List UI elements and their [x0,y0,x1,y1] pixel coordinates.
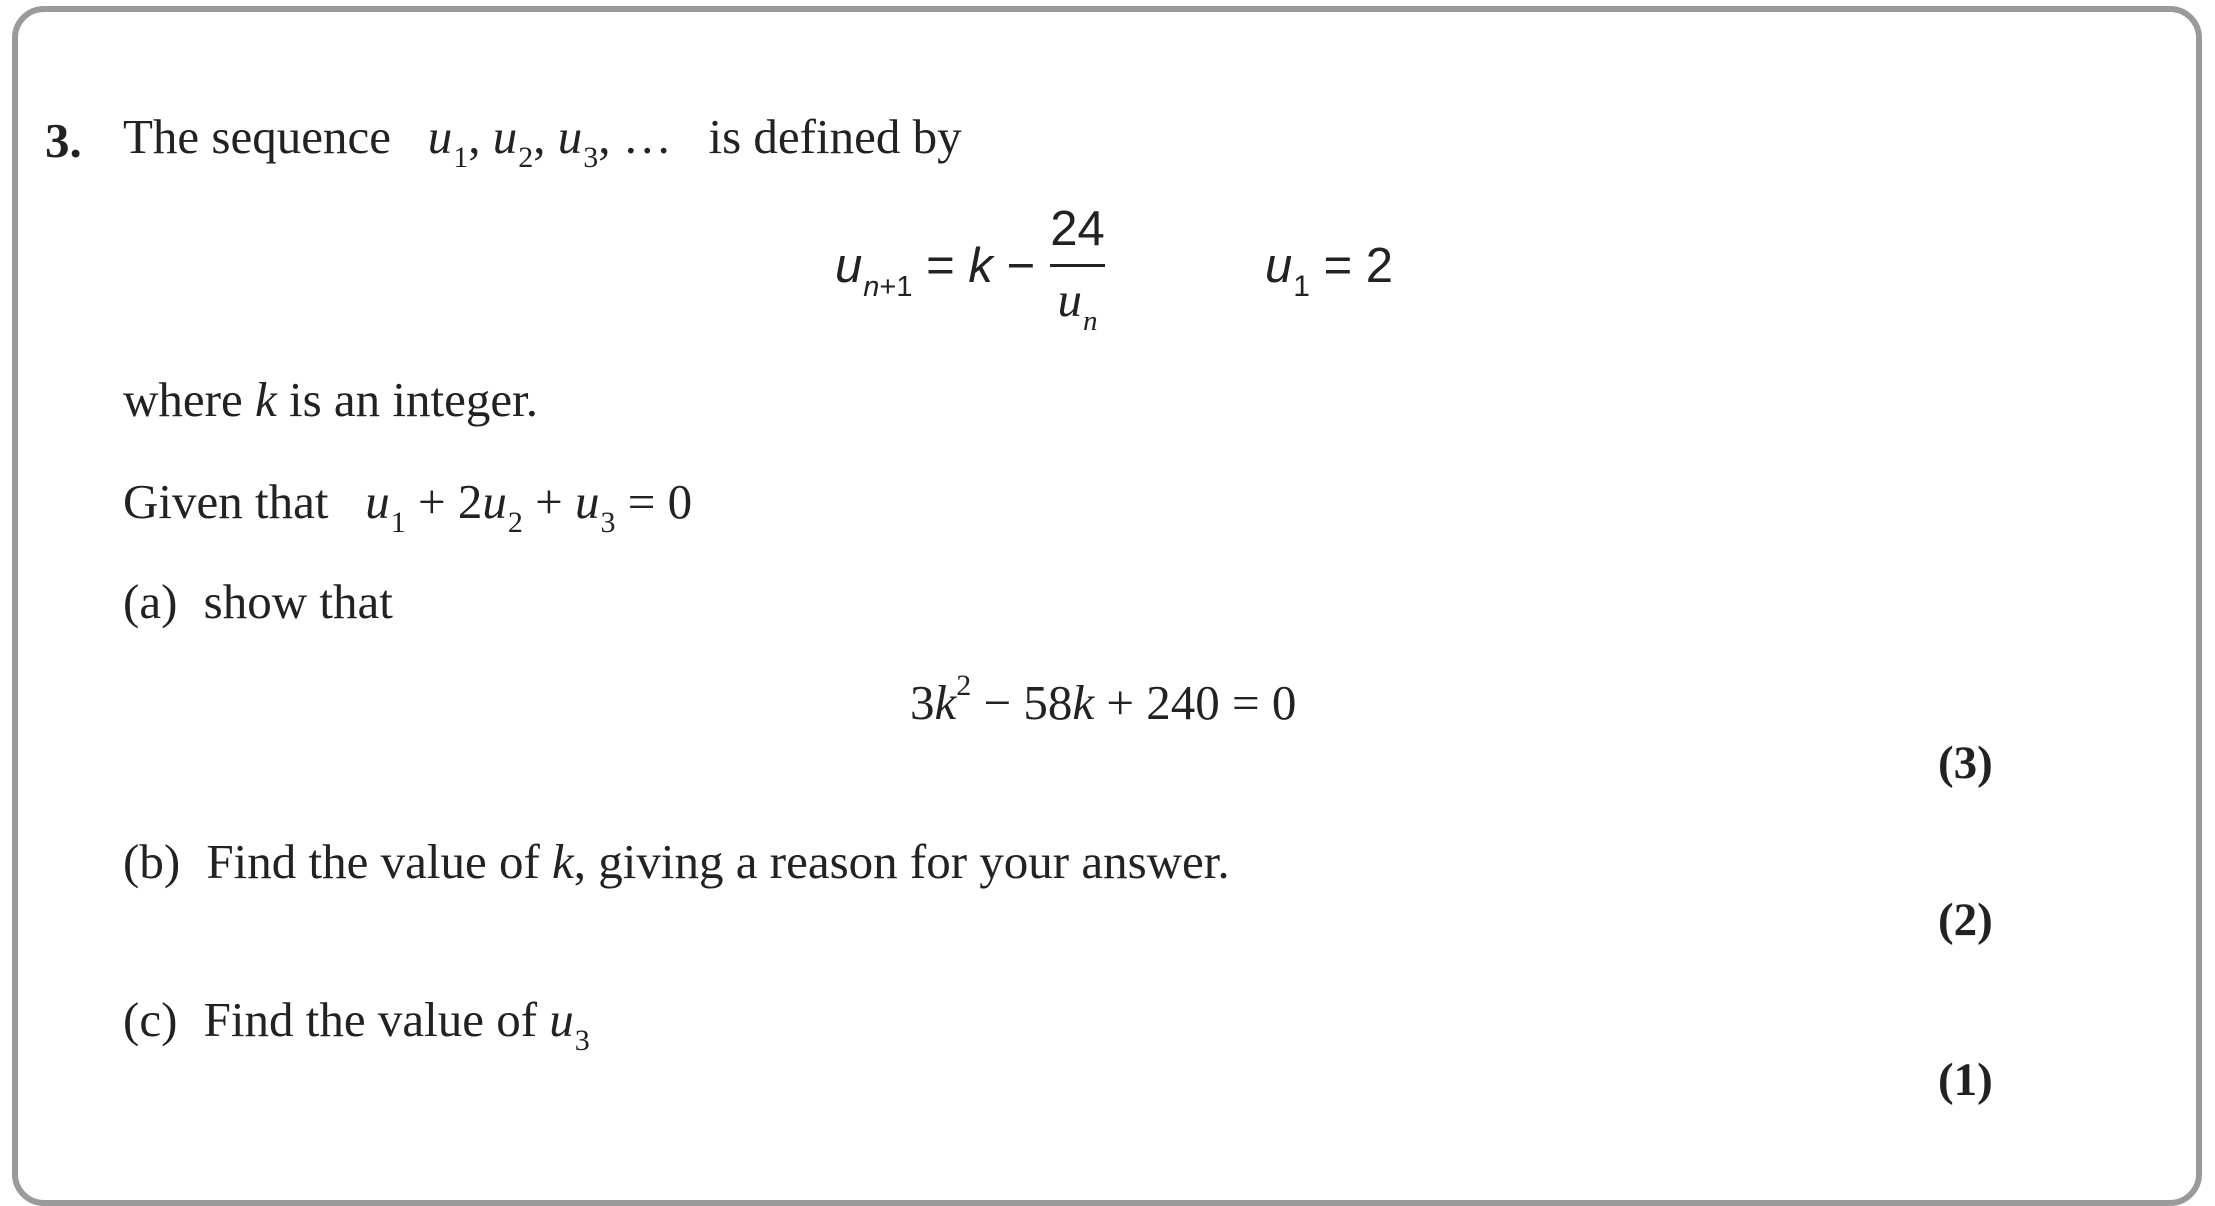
intro-lead: The sequence [123,109,391,164]
given-equation: $u_1 + 2u_2 + u_3 = 0$ [365,474,693,539]
part-b-label: (b) [123,834,181,889]
part-a-label: (a) [123,574,178,629]
recurrence-lhs: $u_{n+1} = k$ − [835,239,1036,303]
part-a-marks: (3) [1938,737,1993,789]
intro-sequence: $u_1$, $u_2$, $u_3$, … [427,109,672,174]
part-c-text: Find the value of $u_3$ [203,992,590,1057]
intro-line [123,109,962,174]
part-b [123,834,1230,889]
part-b-marks: (2) [1938,894,1993,946]
given-lead: Given that [123,474,329,529]
fraction-bar [1050,264,1105,267]
part-b-text: Find the value of k, giving a reason for your answer. [206,834,1230,889]
part-c-label: (c) [123,992,178,1047]
intro-tail: is defined by [708,109,962,164]
recurrence-fraction [1050,202,1105,337]
given-line [123,474,693,539]
fraction-denominator: $u_n$ [1057,272,1098,337]
part-a-text: show that [203,574,393,629]
part-c [123,992,590,1057]
fraction-numerator: 24 [1050,202,1105,256]
part-c-marks: (1) [1938,1054,1993,1106]
question-number: 3. [45,113,82,168]
part-a-equation: $3k^2 - 58k + 240 = 0$ [910,669,1297,730]
condition-text: where k is an integer. [123,372,538,427]
recurrence-initial: $u_1 = 2$ [1265,239,1394,303]
part-a [123,574,393,629]
